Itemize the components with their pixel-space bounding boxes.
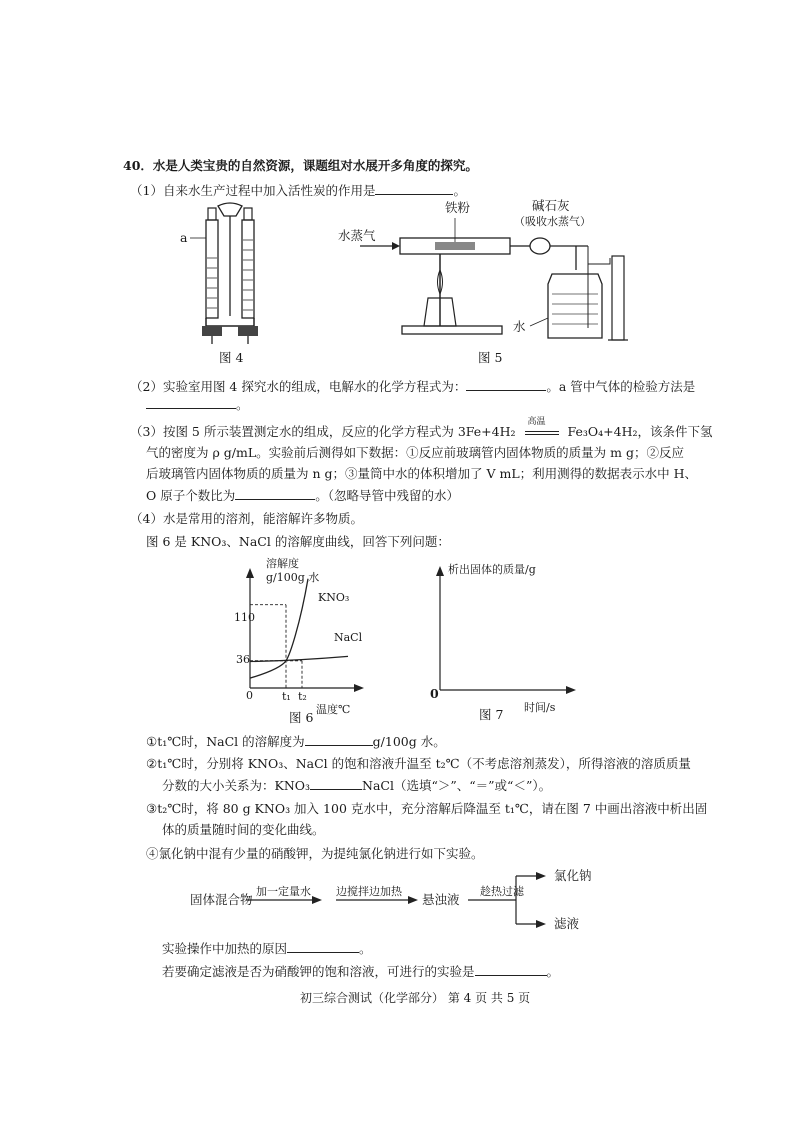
q2-line2 xyxy=(146,396,249,413)
q3-line4-suffix: 。（忽略导管中残留的水） xyxy=(315,488,459,503)
flow-step3: 趁热过滤 xyxy=(480,885,524,898)
fig5-label-iron: 铁粉 xyxy=(445,200,471,215)
q3-text-line4: O 原子个数比为 xyxy=(146,488,236,503)
tail2-experiment-blank[interactable] xyxy=(475,963,547,976)
q3-text-suffix: Fe₃O₄+4H₂，该条件下氢 xyxy=(567,424,713,439)
q3-line1 xyxy=(130,417,713,440)
fig7-ylabel: 析出固体的质量/g xyxy=(448,563,536,576)
question-title: 40．水是人类宝贵的自然资源，课题组对水展开多角度的探究。 xyxy=(123,158,478,173)
fig6-tick-36: 36 xyxy=(236,653,250,666)
flow-out-nacl: 氯化钠 xyxy=(554,868,592,883)
flow-mid: 悬浊液 xyxy=(422,892,460,907)
flow-arrowhead-1 xyxy=(312,896,322,904)
q1-line xyxy=(130,182,466,199)
fig7-x-axis-arrow xyxy=(566,686,576,694)
fig5-caption: 图 5 xyxy=(478,350,503,365)
sub3-line2: 体的质量随时间的变化曲线。 xyxy=(162,822,325,837)
q2-line1 xyxy=(130,378,695,395)
purification-flow-diagram xyxy=(190,866,610,940)
sub3-line1: ③t₂℃时，将 80 g KNO₃ 加入 100 克水中，充分溶解后降温至 t₁℃，请在图 7 中画出溶液中析出固 xyxy=(146,801,708,816)
reaction-condition xyxy=(520,417,564,440)
figure-4-electrolysis-apparatus xyxy=(170,198,280,358)
fig5-label-water: 水 xyxy=(513,319,526,334)
fig7-xlabel: 时间/s xyxy=(524,701,556,714)
sub2-suffix: NaCl（选填“＞”、“＝”或“＜”）。 xyxy=(362,778,552,793)
series-nacl-line xyxy=(250,656,348,661)
tail2-suffix: 。 xyxy=(546,964,560,979)
tail2-line xyxy=(162,963,559,980)
fig6-ylabel-line1: 溶解度 xyxy=(266,557,299,570)
fig6-series-kno3: KNO₃ xyxy=(318,591,350,604)
q2-equation-blank[interactable] xyxy=(466,378,546,391)
equals-sign xyxy=(525,431,559,435)
q3-line3: 后玻璃管内固体物质的质量为 n g；③量筒中水的体积增加了 V mL；利用测得的数据表示水中 H、 xyxy=(146,466,698,481)
q1-suffix: 。 xyxy=(453,183,466,198)
sub1-text: ①t₁℃时，NaCl 的溶解度为 xyxy=(146,734,305,749)
q1-text: （1）自来水生产过程中加入活性炭的作用是 xyxy=(130,183,376,198)
fig7-origin: 0 xyxy=(430,686,439,701)
flow-start: 固体混合物 xyxy=(190,892,253,907)
q2-suffix: 。 xyxy=(236,397,249,412)
fig6-tick-110: 110 xyxy=(234,611,255,624)
q2-text: （2）实验室用图 4 探究水的组成，电解水的化学方程式为： xyxy=(130,379,467,394)
q4-line1: （4）水是常用的溶剂，能溶解许多物质。 xyxy=(130,511,363,526)
sub2-text: 分数的大小关系为：KNO₃ xyxy=(162,778,311,793)
q3-text: （3）按图 5 所示装置测定水的组成，反应的化学方程式为 3Fe+4H₂ xyxy=(130,424,516,439)
tail2-text: 若要确定滤液是否为硝酸钾的饱和溶液，可进行的实验是 xyxy=(162,964,475,979)
x-axis-arrow xyxy=(354,684,364,692)
fig6-ylabel-line2: g/100g 水 xyxy=(266,571,320,584)
page-footer: 初三综合测试（化学部分） 第 4 页 共 5 页 xyxy=(300,991,531,1005)
sub1-suffix: g/100g 水。 xyxy=(372,734,446,749)
fig4-label-a: a xyxy=(180,230,188,245)
sub2-line2 xyxy=(162,777,551,794)
tail1-reason-blank[interactable] xyxy=(287,940,359,953)
fig5-label-steam: 水蒸气 xyxy=(338,228,376,243)
fig7-caption: 图 7 xyxy=(479,707,504,722)
sub2-compare-blank[interactable] xyxy=(310,777,362,790)
q3-line2: 气的密度为 ρ g/mL。实验前后测得如下数据：①反应前玻璃管内固体物质的质量为 m g；②反应 xyxy=(146,445,684,460)
flow-arrowhead-down xyxy=(536,920,546,928)
fig6-origin: 0 xyxy=(246,689,253,702)
fig5-label-lime-note: （吸收水蒸气） xyxy=(514,215,591,228)
fig6-caption: 图 6 xyxy=(289,710,314,725)
q1-answer-blank[interactable] xyxy=(375,182,453,195)
fig6-tick-t1: t₁ xyxy=(282,690,291,703)
flow-arrowhead-up xyxy=(536,872,546,880)
figure-7-empty-axes xyxy=(430,560,580,700)
tail1-text: 实验操作中加热的原因 xyxy=(162,941,288,956)
fig5-label-lime: 碱石灰 xyxy=(532,198,570,213)
tail1-suffix: 。 xyxy=(359,941,372,956)
sub2-line1: ②t₁℃时，分别将 KNO₃、NaCl 的饱和溶液升温至 t₂℃（不考虑溶剂蒸发），所得溶液的溶质质量 xyxy=(146,756,691,771)
fig7-y-axis-arrow xyxy=(436,566,444,576)
sub1-solubility-blank[interactable] xyxy=(305,733,373,746)
condition-label: 高温 xyxy=(527,417,546,427)
tail1-line xyxy=(162,940,372,957)
fig6-series-nacl: NaCl xyxy=(334,631,363,644)
y-axis-arrow xyxy=(246,568,254,578)
flow-arrowhead-2 xyxy=(408,896,418,904)
q4-line2: 图 6 是 KNO₃、NaCl 的溶解度曲线，回答下列问题： xyxy=(146,534,450,549)
sub4-line1: ④氯化钠中混有少量的硝酸钾，为提纯氯化钠进行如下实验。 xyxy=(146,846,484,861)
q2-text-mid: 。a 管中气体的检验方法是 xyxy=(546,379,696,394)
series-kno3-line xyxy=(250,579,308,678)
figure-5-iron-steam-apparatus xyxy=(340,198,640,348)
flow-step1: 加一定量水 xyxy=(256,885,311,898)
q3-line4 xyxy=(146,487,459,504)
q2-test-method-blank[interactable] xyxy=(146,396,236,409)
sub1-line xyxy=(146,733,446,750)
fig4-caption: 图 4 xyxy=(219,350,244,365)
fig6-xlabel: 温度℃ xyxy=(316,703,351,716)
flow-out-filtrate: 滤液 xyxy=(554,916,580,931)
q3-ratio-blank[interactable] xyxy=(235,487,315,500)
fig6-tick-t2: t₂ xyxy=(298,690,307,703)
flow-step2: 边搅拌边加热 xyxy=(336,885,402,898)
